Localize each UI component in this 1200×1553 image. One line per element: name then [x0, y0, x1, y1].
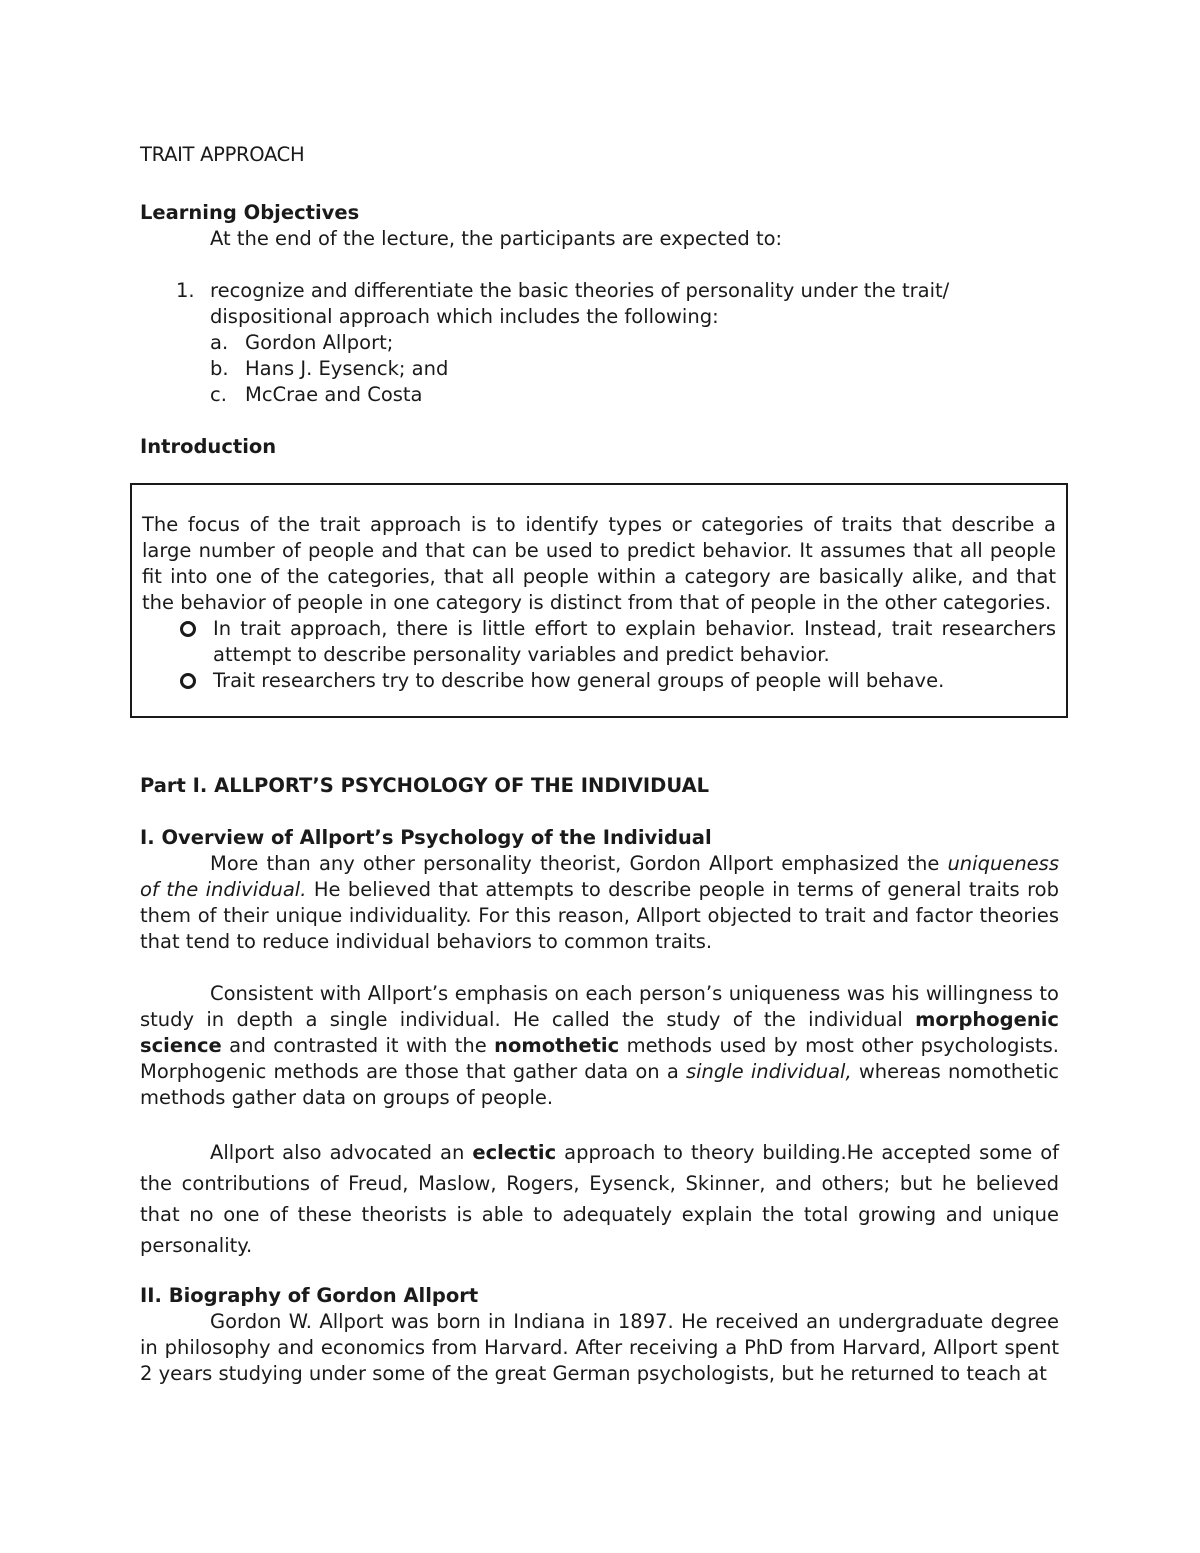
overview-paragraph-2: Consistent with Allport’s emphasis on each person’s uniqueness was his willingness to study in depth a single individual. He called the study of the individual morphogenic science and contrasted it with the nomothetic methods used by most other psychologists. Morphogenic methods are those that gather data on a single individual, whereas nomothetic methods gather data on groups of people.: [140, 982, 1059, 1109]
biography-heading: II. Biography of Gordon Allport: [140, 1284, 479, 1307]
document-title: TRAIT APPROACH: [140, 143, 305, 166]
objective-sublist: [140, 330, 1059, 408]
introduction-heading: Introduction: [140, 435, 277, 458]
overview-paragraph-3: Allport also advocated an eclectic approach to theory building.He accepted some of the contributions of Freud, Maslow, Rogers, Eysenck, Skinner, and others; but he believed that no one of these theorists is able to adequately explain the total growing and unique personality.: [140, 1141, 1059, 1257]
biography-paragraph: Gordon W. Allport was born in Indiana in 1897. He received an undergraduate degree in philosophy and economics from Harvard. After receiving a PhD from Harvard, Allport spent 2 years studying under some of the great German psychologists, but he returned to teach at: [140, 1310, 1059, 1385]
objective-item: [140, 278, 1059, 330]
objectives-intro: At the end of the lecture, the participants are expected to:: [210, 227, 783, 250]
introduction-box: [130, 483, 1068, 718]
objective-text: recognize and differentiate the basic theories of personality under the trait/ dispositional approach which includes the following:: [210, 279, 950, 328]
list-item: c. McCrae and Costa: [210, 383, 423, 406]
list-item: In trait approach, there is little effort to explain behavior. Instead, trait researchers attempt to describe personality variables and predict behavior.: [142, 616, 1056, 668]
ring-bullet-icon: [180, 673, 196, 689]
objectives-section: [140, 142, 1059, 460]
ring-bullet-icon: [180, 621, 196, 637]
overview-heading: I. Overview of Allport’s Psychology of the Individual: [140, 826, 712, 849]
part-heading: Part I. ALLPORT’S PSYCHOLOGY OF THE INDIVIDUAL: [140, 774, 710, 797]
list-item: a. Gordon Allport;: [210, 331, 394, 354]
overview-paragraph-1: More than any other personality theorist, Gordon Allport emphasized the uniqueness of the individual. He believed that attempts to describe people in terms of general traits rob them of their unique individuality. For this reason, Allport objected to trait and factor theories that tend to reduce individual behaviors to common traits.: [140, 852, 1059, 953]
objective-number: 1.: [176, 279, 195, 302]
introduction-paragraph: The focus of the trait approach is to identify types or categories of traits that describe a large number of people and that can be used to predict behavior. It assumes that all people fit into one of the categories, that all people within a category are basically alike, and that the behavior of people in one category is distinct from that of people in the other categories.: [142, 513, 1056, 614]
objectives-heading: Learning Objectives: [140, 201, 360, 224]
list-item: Trait researchers try to describe how general groups of people will behave.: [142, 668, 1056, 694]
part-one-section: [140, 773, 1059, 1387]
list-item: b. Hans J. Eysenck; and: [210, 357, 449, 380]
